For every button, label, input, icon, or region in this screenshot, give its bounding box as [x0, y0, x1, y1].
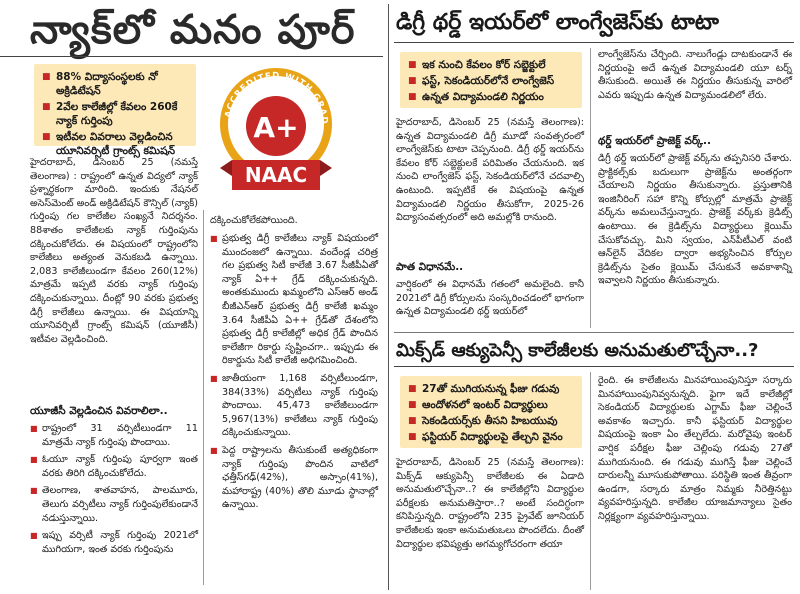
left-col2-bullets — [210, 232, 378, 516]
left-col1-body — [30, 156, 198, 346]
right-bottom-highlight-item: ■ ఫస్టియర్ విద్యార్థులపై తేల్చని వైనం — [408, 430, 574, 444]
left-col1-bullets — [30, 422, 198, 560]
list-item: ■ ఓయూ న్యాక్ గుర్తింపు పూర్వగా ఇంత వరకు తిరిగి దక్కించుకోలేదు. — [30, 453, 198, 480]
left-highlight-item: ■ 2వేల కాలేజీల్లో కేవలం 260కే న్యాక్ గుర్తింపు — [42, 100, 188, 128]
right-bottom-col1-body: హైదరాబాద్, డిసెంబర్ 25 (నమస్తే తెలంగాణ): మిక్స్‌డ్ ఆక్యుపెన్సీ కాలేజీలకు ఈ ఏడాది అనుమతులొచ్చేనా..? ఈ కాలేజీల్లోని విద్యార్థుల పరీక్షలకు అనుమతిస్తారా..? అంటే సందిగ్ధంగా కనిపిస్తున్నది. రాష్ట్రంలోని 235 ప్రైవేట్ జూనియర్ కాలేజీలకు ఇంకా అనుమతుఒలు పొందలేదు. దీంతో విద్యార్థుల భవిష్యత్తు అగమ్యగోచరంగా తయా — [396, 457, 584, 550]
badge-label: NAAC — [244, 163, 308, 187]
list-item: ■ తెలంగాణ, శాతవాహన, పాలమూరు, తెలుగు వర్సిటీలు న్యాక్ గుర్తింపులేకుండానే నడుస్తున్నాయి. — [30, 484, 198, 525]
project-work-subhead: థర్డ్ ఇయర్‌లో ప్రాజెక్ట్ వర్క్.. — [598, 135, 711, 147]
ugc-subhead: యూజీసీ వెల్లడించిన వివరాలిలా.. — [30, 405, 168, 417]
right-bottom-highlight-box — [400, 376, 582, 448]
badge-grade: A+ — [253, 111, 299, 144]
right-top-headline: డిగ్రీ థర్డ్ ఇయర్‌లో లాంగ్వేజెస్‌కు టాటా — [396, 10, 719, 35]
left-highlight-box — [34, 64, 196, 157]
left-body-paragraph: హైదరాబాద్, డిసెంబర్ 25 (నమస్తే తెలంగాణ) : రాష్ట్రంలో ఉన్నత విద్యలో న్యాక్ ప్రశ్నార్థకంగా మారింది. ఇందుకు నేషనల్ అసెస్‌మెంట్ అండ్ అక్రిడిటేషన్ కౌన్సిల్ (న్యాక్) గుర్తింపు గల కాలేజీల సంఖ్యనే నిదర్శనం. 88శాతం కాలేజీలకు న్యాక్ గుర్తింపును దక్కించుకోలేదు. ఈ విషయంలో రాష్ట్రంలోని కాలేజీలు అత్యంత వెనుకబడి ఉన్నాయి. 2,083 కాలేజీలుండగా కేవలం 260(12%) మాత్రమే ఇప్పటి వరకు న్యాక్ గుర్తింపు దక్కించుకున్నాయి. దీంట్లో 90 వరకు ప్రభుత్వ డిగ్రీ కాలేజీలు ఉన్నాయి. ఈ విషయాన్ని యూనివర్సిటీ గ్రాంట్స్ కమిషన్ (యూజీసీ) ఇటీవల వెల్లడించింది. — [30, 157, 198, 345]
badge-ring-text: ACCREDITED WITH GRAD — [223, 70, 330, 126]
right-bottom-highlight-item: ■ 27తో ముగియనున్న ఫీజు గడువు — [408, 382, 574, 396]
right-bottom-headline-rule — [394, 366, 794, 367]
list-item: ■ జాతీయంగా 1,168 వర్సిటీలుండగా, 384(33%) వర్సిటీలు న్యాక్ గుర్తింపు పొందాయి. 45,473 కాలేజీలుండగా 5,967(13%) కాలేజీలు న్యాక్ గుర్తింపు దక్కించుకున్నాయి. — [210, 372, 378, 440]
left-column-divider — [203, 210, 204, 585]
right-top-col2-body2: డిగ్రీ థర్డ్ ఇయర్‌లో ప్రాజెక్ట్ వర్క్‌ను తప్పనిసరి చేశారు. ప్రాక్టికల్స్‌కు బదులుగా ప్రాజెక్ట్‌ను అంతర్గంగా చేయాలని నిర్ణయం తీసుకున్నారు. ప్రస్తుతానికి ఇంజినీరింగ్ సహా కొన్ని కోర్సుల్లో మాత్రమే ప్రాజెక్ట్ వర్క్‌ను అమలుచేస్తున్నారు. ప్రాజెక్ట్ వర్క్‌కు క్రెడిట్స్ ఉంటాయి. ఈ క్రెడిట్స్‌ను విద్యార్థులు క్లెయిమ్ చేసుకోవచ్చు. మిని స్వయం, ఎన్‌పీటీఎల్ వంటి ఆన్‌లైన్ వేదికల ద్వారా అభ్యసించిన కోర్సుల క్రెడిట్స్‌ను సైతం క్లెయిమ్ చేసుకునే అవకాశాన్ని ఇవ్వాలని నిర్ణయం తీసుకున్నారు. — [598, 153, 792, 287]
left-col2-intro: దక్కించుకోలేకపోయింది. — [210, 215, 298, 226]
left-headline-rule — [0, 56, 383, 57]
left-headline: న్యాక్‌లో మనం పూర్ — [30, 7, 356, 53]
naac-badge-graphic — [216, 64, 336, 204]
right-bottom-highlight-item: ■ సెకండియర్స్‌కు తీసని హిబయువు — [408, 414, 574, 428]
right-top-col1-body: హైదరాబాద్, డిసెంబర్ 25 (నమస్తే తెలంగాణ): ఉన్నత విద్యామండలి డిగ్రీ మూడో సంవత్సరంలో లాంగ్వేజెస్‌కు టాటా చెప్పనుంది. డిగ్రీ థర్డ్ ఇయర్‌ను కేవలం కోర్ సబ్జెక్టులకే పరిమితం చేయనుంది. ఇక నుంచి లాంగ్వేజెస్ ఫస్ట్, సెకండియర్‌లోనే చదవాల్సి ఉంటుంది. ఇప్పటికే ఈ విషయంపై ఉన్నత విద్యామండలి నిర్ణయం తీసుకోగా, 2025-26 విద్యాసంవత్సరంలో అది అమల్లోకి రానుంది. — [396, 117, 584, 224]
list-item: ■ ప్రభుత్వ డిగ్రీ కాలేజీలు న్యాక్ విషయంలో ముందంజలో ఉన్నాయి. వందేండ్ల చరిత్ర గల ప్రభుత్వ సిటీ కాలేజీ 3.67 సీజీపీఏతో న్యాక్ ఏ++ గ్రేడ్ దక్కించుకున్నది. అంతకుముందు ఖమ్మంలోని ఎస్‌ఆర్ అండ్ బీజీఎన్‌ఆర్ ప్రభుత్వ డిగ్రీ కాలేజీ ఖమ్మం 3.64 సీజీపీఏ ఏ++ గ్రేడ్‌తో దేశంలోని ప్రభుత్వ డిగ్రీ కాలేజీల్లో అధిక గ్రేడ్ పొందిన కాలేజీగా రికార్డు సృష్టించగా.. ఇప్పుడు ఈ రికార్డును సిటీ కాలేజీ అధిగమించింది. — [210, 232, 378, 368]
right-top-highlight-item: ■ ఉన్నత విద్యామండలి నిర్ణయం — [408, 90, 574, 104]
right-top-column-divider — [590, 48, 591, 328]
right-bottom-col2-body: రైంది. ఈ కాలేజీలను మినహాయింపునిస్తూ సర్కారు మినహాయింపునివ్వనున్నది. ఫైగా ఇదే కాలేజీల్లో సెకండియర్ విద్యార్థులకు ఎగ్జామ్ ఫీజు చెల్లించే అవకాశం ఇచ్చారు. కానీ ఫస్టియర్ విద్యార్థుల విషయంపై ఇంకా ఏం తేల్చలేదు. మరోవైపు ఇంటర్ వార్షిక పరీక్షల ఫీజు చెల్లింపు గడువు 27తో ముగియనుంది. ఈ గడువు ముగిస్తే ఫీజు చెల్లించే దారులన్నీ మూసుకుపోతాయి. పరిస్థితి ఇంత తీవ్రంగా ఉండగా, సర్కారు మాత్రం నిమ్మకు నీరెత్తినట్టు వ్యవహరిస్తున్నది. కాలేజీల యాజమాన్యాలు సైతం నిర్లక్ష్యంగా వ్యవహరిస్తున్నాయి. — [598, 375, 792, 522]
list-item: ■ ఇప్పు వర్సిటీ న్యాక్ గుర్తింపు 2021లో ముగియగా, ఇంత వరకు గుర్తింపును — [30, 529, 198, 556]
article-divider — [388, 4, 389, 590]
right-top-highlight-item: ■ ఫస్ట్, సెకండియర్‌లోనే లాంగ్వేజెస్ — [408, 74, 574, 88]
right-top-highlight-box — [400, 52, 582, 108]
right-top-col2-body: లాంగ్వేజెస్‌ను చేర్చింది. నాలుగేండ్లు దాటకుండానే ఈ నిర్ణయంపై అదే ఉన్నత విద్యామండలి యూ టర్న్ తీసుకుంది. అయితే ఈ నిర్ణయం తీసుకున్న వారిలో ఎవరు ఇప్పుడు ఉన్నత విద్యామండలిలో లేరు. — [598, 49, 792, 101]
list-item: ■ పెద్ద రాష్ట్రాలను తీసుకుంటే అత్యధికంగా న్యాక్ గుర్తింపు పొందిన వాటిలో ఛత్తీస్‌గఢ్(42%), అస్సాం(41%), మహారాష్ట్ర (40%) తొలి మూడు స్థానాల్లో ఉన్నాయి. — [210, 444, 378, 512]
right-top-highlight-item: ■ ఇక నుంచి కేవలం కోర్ సబ్జెక్టులే — [408, 58, 574, 72]
right-top-headline-rule — [394, 42, 794, 43]
right-bottom-column-divider — [590, 372, 591, 590]
right-top-col1-body2: వార్షికంలో ఈ విధానమే గతంలో అమలైంది. కానీ 2021లో డిగ్రీ కోర్సులను సంస్కరించడంలో భాగంగా ఉన్నత విద్యామండలి థర్డ్ ఇయర్‌లో — [396, 279, 584, 318]
left-highlight-item: ■ 88% విద్యాసంస్థలకు నో అక్రిడిటేషన్ — [42, 70, 188, 98]
old-system-subhead: పాత విధానమే.. — [396, 261, 464, 273]
right-section-divider — [394, 332, 794, 333]
right-bottom-headline: మిక్స్‌డ్ ఆక్యుపెన్సీ కాలేజీలకు అనుమతులొచ్చేనా..? — [396, 340, 759, 361]
left-highlight-item: ■ ఇటీవల వివరాలు వెల్లడించిన యూనివర్సిటీ గ్రాంట్స్ కమిషన్ — [42, 130, 188, 158]
list-item: ■ రాష్ట్రంలో 31 వర్సిటీలుండగా 11 మాత్రమే న్యాక్ గుర్తింపు పొందాయి. — [30, 422, 198, 449]
right-bottom-highlight-item: ■ ఆందోళనలో ఇంటర్ విద్యార్థులు — [408, 398, 574, 412]
naac-badge — [216, 64, 336, 204]
